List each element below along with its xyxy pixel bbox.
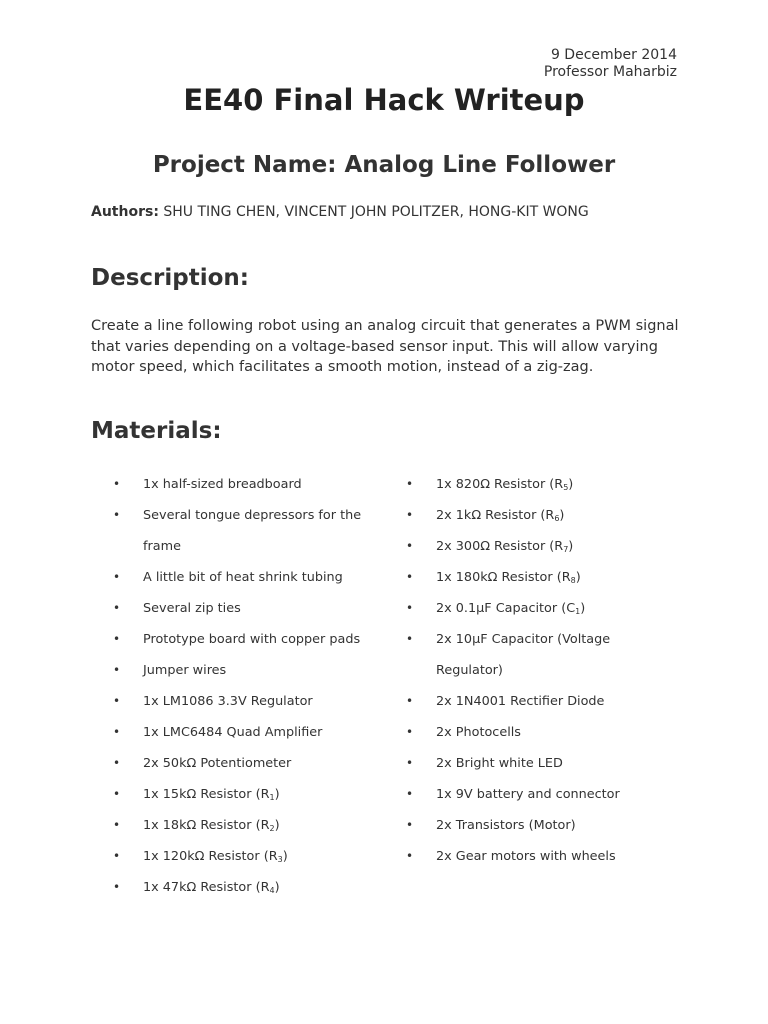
bullet-icon: • xyxy=(406,818,414,832)
material-text: 2x Photocells xyxy=(436,725,521,740)
material-item xyxy=(406,686,646,717)
material-text: Prototype board with copper pads xyxy=(143,632,361,647)
material-subscript: 1 xyxy=(269,793,275,802)
material-subscript: 6 xyxy=(554,514,560,523)
material-text-close: ) xyxy=(559,508,565,523)
material-item xyxy=(113,841,363,872)
material-subscript: 5 xyxy=(563,483,569,492)
bullet-icon: • xyxy=(406,601,414,615)
bullet-icon: • xyxy=(406,694,414,708)
material-text-close: ) xyxy=(568,477,574,492)
material-text: 2x 300Ω Resistor (R xyxy=(436,539,564,554)
material-text: Jumper wires xyxy=(143,663,227,678)
description-heading: Description: xyxy=(91,265,249,291)
document-title: EE40 Final Hack Writeup xyxy=(183,83,585,117)
material-text: 1x 820Ω Resistor (R xyxy=(436,477,564,492)
authors-line xyxy=(91,202,589,222)
material-text: Several zip ties xyxy=(143,601,241,616)
bullet-icon: • xyxy=(406,725,414,739)
material-item xyxy=(406,469,646,500)
materials-heading: Materials: xyxy=(91,418,222,444)
bullet-icon: • xyxy=(406,508,414,522)
material-item xyxy=(113,624,363,655)
material-text-close: ) xyxy=(274,818,280,833)
material-item xyxy=(406,593,646,624)
material-item xyxy=(406,717,646,748)
material-text: 2x 1N4001 Rectifier Diode xyxy=(436,694,605,709)
material-text: 2x Gear motors with wheels xyxy=(436,849,616,864)
material-text: 2x Transistors (Motor) xyxy=(436,818,576,833)
material-text: 1x 180kΩ Resistor (R xyxy=(436,570,571,585)
material-text-close: ) xyxy=(580,601,586,616)
material-text: 1x 15kΩ Resistor (R xyxy=(143,787,270,802)
material-text: 1x LM1086 3.3V Regulator xyxy=(143,694,313,709)
material-item xyxy=(113,500,363,562)
materials-list-left xyxy=(113,469,363,903)
bullet-icon: • xyxy=(113,477,121,491)
bullet-icon: • xyxy=(406,539,414,553)
material-item xyxy=(406,841,646,872)
material-item xyxy=(113,655,363,686)
bullet-icon: • xyxy=(113,601,121,615)
material-text: A little bit of heat shrink tubing xyxy=(143,570,343,585)
date: 9 December 2014 xyxy=(550,47,677,63)
material-text-close: ) xyxy=(274,880,280,895)
material-subscript: 3 xyxy=(277,855,283,864)
material-text: 1x 9V battery and connector xyxy=(436,787,620,802)
material-subscript: 2 xyxy=(269,824,275,833)
material-item xyxy=(113,469,363,500)
bullet-icon: • xyxy=(406,787,414,801)
bullet-icon: • xyxy=(113,787,121,801)
material-subscript: 8 xyxy=(570,576,576,585)
bullet-icon: • xyxy=(113,818,121,832)
bullet-icon: • xyxy=(113,508,121,522)
material-text: 2x 1kΩ Resistor (R xyxy=(436,508,555,523)
material-subscript: 4 xyxy=(269,886,275,895)
material-item xyxy=(406,810,646,841)
date-block xyxy=(544,47,677,81)
bullet-icon: • xyxy=(406,756,414,770)
material-text: 2x Bright white LED xyxy=(436,756,563,771)
material-subscript: 7 xyxy=(563,545,569,554)
material-item xyxy=(113,593,363,624)
material-text: Several tongue depressors for the frame xyxy=(143,508,362,554)
material-item xyxy=(406,779,646,810)
material-text-close: ) xyxy=(282,849,288,864)
material-text: 1x LMC6484 Quad Amplifier xyxy=(143,725,323,740)
material-text: 1x 18kΩ Resistor (R xyxy=(143,818,270,833)
material-item xyxy=(406,748,646,779)
bullet-icon: • xyxy=(113,694,121,708)
material-text: 1x 47kΩ Resistor (R xyxy=(143,880,270,895)
material-item xyxy=(113,748,363,779)
bullet-icon: • xyxy=(113,725,121,739)
material-text: 1x half-sized breadboard xyxy=(143,477,302,492)
authors-label: Authors: xyxy=(91,204,159,220)
material-item xyxy=(406,500,646,531)
material-item xyxy=(113,810,363,841)
material-item xyxy=(113,779,363,810)
material-text-close: ) xyxy=(575,570,581,585)
material-item xyxy=(406,624,646,686)
material-item xyxy=(113,872,363,903)
material-text: 2x 50kΩ Potentiometer xyxy=(143,756,292,771)
material-subscript: 1 xyxy=(575,607,581,616)
bullet-icon: • xyxy=(406,632,414,646)
materials-list-right xyxy=(406,469,646,872)
description-text: Create a line following robot using an analog circuit that generates a PWM signal that varies depending on a voltage-based sensor input. This will allow varying motor speed, which facilitates a smooth motion, instead of a zig-zag. xyxy=(91,318,679,375)
material-item xyxy=(406,531,646,562)
material-item xyxy=(113,686,363,717)
material-text-close: ) xyxy=(274,787,280,802)
material-text-close: ) xyxy=(568,539,574,554)
bullet-icon: • xyxy=(406,849,414,863)
bullet-icon: • xyxy=(406,570,414,584)
material-text: 2x 10μF Capacitor (Voltage Regulator) xyxy=(436,632,611,678)
bullet-icon: • xyxy=(113,632,121,646)
bullet-icon: • xyxy=(113,756,121,770)
professor-name: Professor Maharbiz xyxy=(543,64,677,80)
bullet-icon: • xyxy=(113,849,121,863)
material-item xyxy=(113,717,363,748)
bullet-icon: • xyxy=(113,663,121,677)
material-item xyxy=(406,562,646,593)
bullet-icon: • xyxy=(113,570,121,584)
project-title: Project Name: Analog Line Follower xyxy=(152,152,616,178)
material-text: 2x 0.1μF Capacitor (C xyxy=(436,601,576,616)
material-item xyxy=(113,562,363,593)
bullet-icon: • xyxy=(406,477,414,491)
material-text: 1x 120kΩ Resistor (R xyxy=(143,849,278,864)
authors-names: SHU TING CHEN, VINCENT JOHN POLITZER, HONG-KIT WONG xyxy=(163,204,589,220)
bullet-icon: • xyxy=(113,880,121,894)
